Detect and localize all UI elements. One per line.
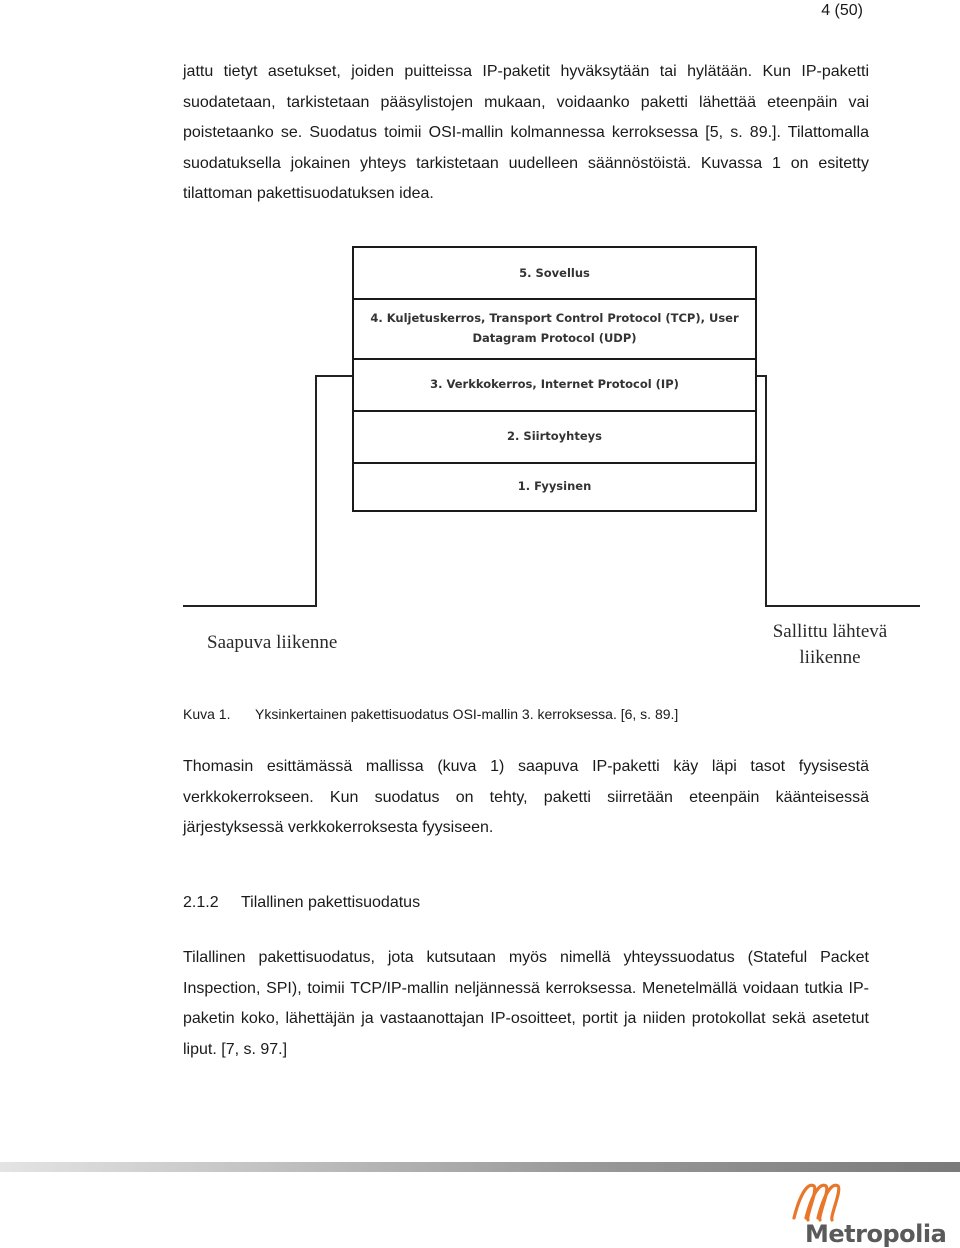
- osi-layer-1: 1. Fyysinen: [517, 479, 592, 493]
- caption-number: Kuva 1.: [183, 706, 231, 722]
- section-number: 2.1.2: [183, 894, 219, 911]
- page-number: 4 (50): [821, 2, 863, 19]
- osi-layer-2: 2. Siirtoyhteys: [354, 410, 755, 464]
- osi-layer-stack: [352, 246, 757, 512]
- section-title: Tilallinen pakettisuodatus: [241, 894, 421, 911]
- outgoing-path-vertical: [765, 375, 767, 607]
- outgoing-path-horizontal: [765, 605, 920, 607]
- stateful-paragraph: Tilallinen pakettisuodatus, jota kutsutaan myös nimellä yhteyssuodatus (Stateful Packet Inspection, SPI), toimii TCP/IP-mallin neljännessä kerroksessa. Menetelmällä voidaan tutkia IP-paketin koko, lähettäjän ja vastaanottajan IP-osoitteet, portit ja niiden protokollat sekä asetetut liput. [7, s. 97.]: [183, 949, 869, 1058]
- footer-bar: [0, 1162, 960, 1172]
- incoming-path-horizontal: [183, 605, 317, 607]
- explanation-paragraph: Thomasin esittämässä mallissa (kuva 1) saapuva IP-paketti käy läpi tasot fyysisestä verkkokerrokseen. Kun suodatus on tehty, paketti siirretään eteenpäin käänteisessä järjestyksessä verkkokerroksesta fyysiseen.: [183, 758, 869, 836]
- incoming-traffic-label: Saapuva liikenne: [207, 632, 338, 653]
- intro-paragraph: jattu tietyt asetukset, joiden puitteissa IP-paketit hyväksytään tai hylätään. Kun IP-paketti suodatetaan, tarkistetaan pääsylistojen mukaan, voidaanko paketti lähettää eteenpäin vai poistetaanko se. Suodatus toimii OSI-mallin kolmannessa kerroksessa [5, s. 89.]. Tilattomalla suodatuksella jokainen yhteys tarkistetaan uudelleen säännöstöistä. Kuvassa 1 on esitetty tilattoman pakettisuodatuksen idea.: [183, 63, 869, 202]
- outgoing-traffic-label: Sallittu lähtevä liikenne: [772, 621, 888, 668]
- osi-layer-4: 4. Kuljetuskerros, Transport Control Protocol (TCP), User Datagram Protocol (UDP): [354, 298, 755, 360]
- caption-text: Yksinkertainen pakettisuodatus OSI-mallin 3. kerroksessa. [6, s. 89.]: [255, 706, 679, 722]
- incoming-path-entry: [315, 375, 353, 377]
- osi-layer-3: 3. Verkkokerros, Internet Protocol (IP): [354, 358, 755, 412]
- incoming-path-vertical: [315, 375, 317, 607]
- metropolia-logo-text: Metropolia: [805, 1220, 947, 1248]
- osi-layer-5: 5. Sovellus: [354, 248, 755, 300]
- figure-caption: [183, 706, 678, 722]
- section-heading: [183, 894, 420, 912]
